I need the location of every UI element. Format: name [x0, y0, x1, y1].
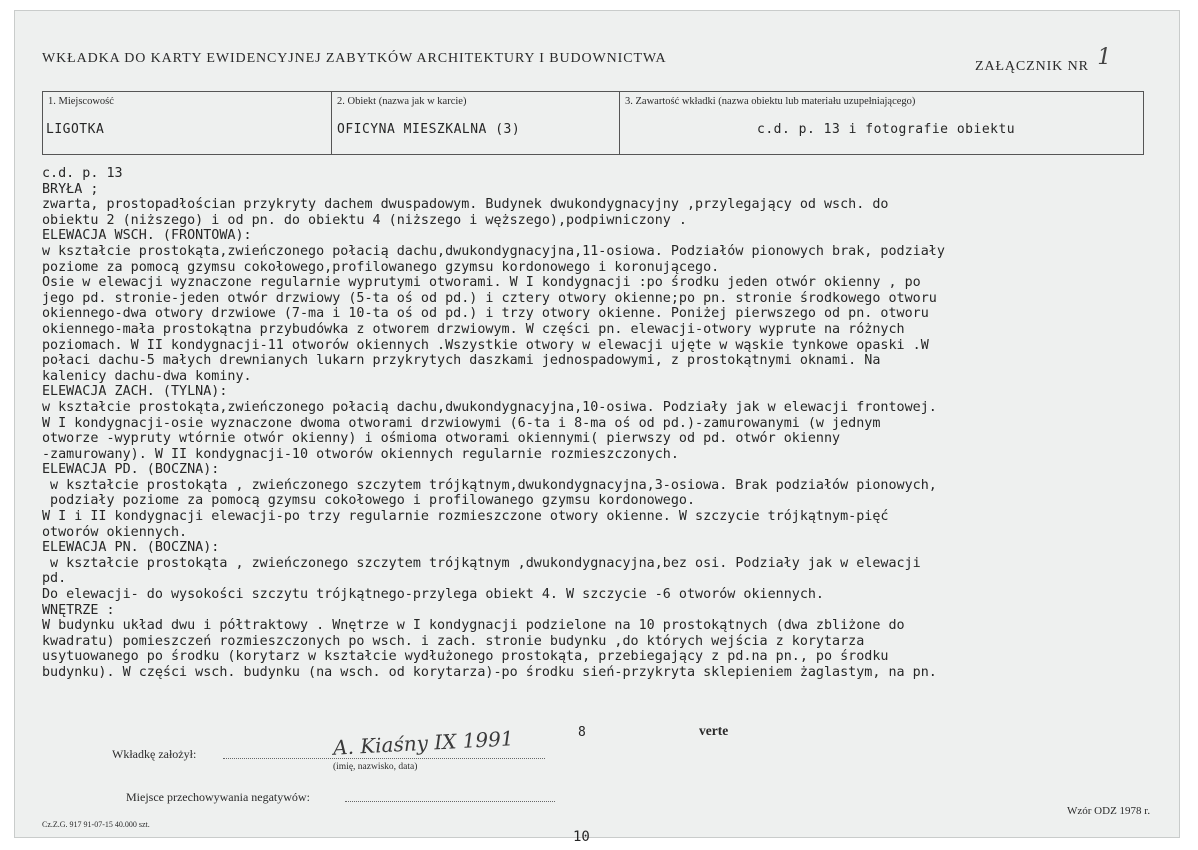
- text-line: jego pd. stronie-jeden otwór drzwiowy (5-ta oś od pd.) i cztery otwory okienne;po pn. stronie środkowego otworu: [42, 290, 937, 306]
- text-line: usytuowanego po środku (korytarz w kształcie wydłużonego prostokąta, przebiegający z pd.na pn., po środku: [42, 649, 889, 665]
- text-line: otworów okiennych.: [42, 524, 188, 540]
- text-line: -zamurowany). W II kondygnacji-10 otworów okiennych regularnie rozmieszczonych.: [42, 446, 679, 462]
- signature-caption: (imię, nazwisko, data): [333, 762, 418, 772]
- text-line: połaci dachu-5 małych drewnianych lukarn przykrytych daszkami jednospadowymi, z prostokątnymi oknami. Na: [42, 353, 881, 369]
- field-locality: [43, 92, 332, 154]
- text-line: BRYŁA ;: [42, 181, 99, 197]
- header-fields-table: [42, 91, 1144, 155]
- form-title: WKŁADKA DO KARTY EWIDENCYJNEJ ZABYTKÓW ARCHITEKTURY I BUDOWNICTWA: [42, 51, 667, 66]
- text-line: Do elewacji- do wysokości szczytu trójkątnego-przylega obiekt 4. W szczycie -6 otworów okiennych.: [42, 587, 824, 603]
- folio-number: 10: [573, 829, 590, 845]
- handwritten-signature: A. Kiaśny IX 1991: [332, 726, 515, 760]
- text-line: w kształcie prostokąta,zwieńczonego połacią dachu,dwukondygnacyjna,11-osiowa. Podziałów pionowych brak, podziały: [42, 243, 945, 259]
- text-line: okiennego-dwa otwory drzwiowe (7-ma i 10-ta oś od pd.) i trzy otwory okienne. Poniżej pierwszego od pn. otworu: [42, 306, 929, 322]
- text-line: podziały poziome za pomocą gzymsu cokołowego i profilowanego gzymsu kordonowego.: [42, 493, 696, 509]
- text-line: otworze -wypruty wtórnie otwór okienny) i ośmioma otworami okiennymi( pierwszy od pd. otwór okienny: [42, 431, 841, 447]
- text-line: w kształcie prostokąta,zwieńczonego połacią dachu,dwukondygnacyjna,10-osiwa. Podziały jak w elewacji frontowej.: [42, 399, 937, 415]
- text-line: budynku). W części wsch. budynku (na wsch. od korytarza)-po środku sień-przykryta sklepieniem żaglastym, na pn.: [42, 665, 937, 680]
- text-line: kalenicy dachu-dwa kominy.: [42, 368, 252, 384]
- text-line: ELEWACJA PN. (BOCZNA):: [42, 540, 220, 556]
- verte-note: verte: [699, 723, 729, 738]
- field-label: 1. Miejscowość: [48, 96, 114, 107]
- negatives-line: [345, 791, 555, 802]
- field-label: 2. Obiekt (nazwa jak w karcie): [337, 96, 467, 107]
- text-line: ELEWACJA PD. (BOCZNA):: [42, 462, 220, 478]
- field-contents: [620, 92, 1143, 154]
- text-line: obiektu 2 (niższego) i od pn. do obiektu 4 (niższego i węższego),podpiwniczony .: [42, 212, 687, 228]
- print-info: Cz.Z.G. 917 91-07-15 40.000 szt.: [42, 820, 150, 829]
- text-line: ELEWACJA WSCH. (FRONTOWA):: [42, 228, 252, 244]
- text-line: zwarta, prostopadłościan przykryty dachem dwuspadowym. Budynek dwukondygnacyjny ,przylegający od wsch. do: [42, 197, 889, 213]
- text-line: ELEWACJA ZACH. (TYLNA):: [42, 384, 228, 400]
- typed-description: [42, 166, 1162, 681]
- text-line: WNĘTRZE :: [42, 602, 115, 618]
- attachment-number-label: [975, 45, 1113, 76]
- text-line: kwadratu) pomieszczeń rozmieszczonych po wsch. i zach. stronie budynku ,do których wejścia z korytarza: [42, 633, 865, 649]
- text-line: c.d. p. 13: [42, 166, 123, 181]
- text-line: Osie w elewacji wyznaczone regularnie wyprutymi otworami. W I kondygnacji :po środku jeden otwór okienny , po: [42, 275, 921, 291]
- text-line: w kształcie prostokąta , zwieńczonego szczytem trójkątnym,dwukondygnacyjna,3-osiowa. Brak podziałów pionowych,: [42, 477, 937, 493]
- text-line: W I kondygnacji-osie wyznaczone dwoma otworami drzwiowymi (6-ta i 8-ma oś od pd.)-zamurowanymi (w jednym: [42, 415, 881, 431]
- attachment-label: ZAŁĄCZNIK NR: [975, 59, 1089, 74]
- field-value: LIGOTKA: [46, 122, 105, 137]
- text-line: poziome za pomocą gzymsu cokołowego,profilowanego gzymsu kordonowego i koronującego.: [42, 259, 720, 275]
- founder-label: Wkładkę założył:: [112, 747, 197, 761]
- field-object: [332, 92, 620, 154]
- field-label: 3. Zawartość wkładki (nazwa obiektu lub materiału uzupełniającego): [625, 96, 916, 107]
- text-line: w kształcie prostokąta , zwieńczonego szczytem trójkątnym ,dwukondygnacyjna,bez osi. Podziały jak w elewacji: [42, 555, 921, 571]
- text-line: W budynku układ dwu i półtraktowy . Wnętrze w I kondygnacji podzielone na 10 prostokątnych (dwa zbliżone do: [42, 618, 905, 634]
- field-value: OFICYNA MIESZKALNA (3): [337, 122, 521, 137]
- field-value: c.d. p. 13 i fotografie obiektu: [757, 122, 1016, 137]
- document-page: [14, 10, 1180, 845]
- text-line: poziomach. W II kondygnacji-11 otworów okiennych .Wszystkie otwory w elewacji ujęte w wąskie tynkowe opaski .W: [42, 337, 929, 353]
- negatives-label: Miejsce przechowywania negatywów:: [126, 790, 310, 804]
- text-line: W I i II kondygnacji elewacji-po trzy regularnie rozmieszczone otwory okienne. W szczycie trójkątnym-pięć: [42, 509, 889, 525]
- attachment-number: 1: [1097, 45, 1113, 70]
- text-line: okiennego-mała prostokątna przybudówka z otworem drzwiowym. W części pn. elewacji-otwory wyprute na różnych: [42, 321, 905, 337]
- page-number: 8: [578, 725, 586, 740]
- text-line: pd.: [42, 571, 67, 587]
- form-code: Wzór ODZ 1978 r.: [1067, 805, 1151, 817]
